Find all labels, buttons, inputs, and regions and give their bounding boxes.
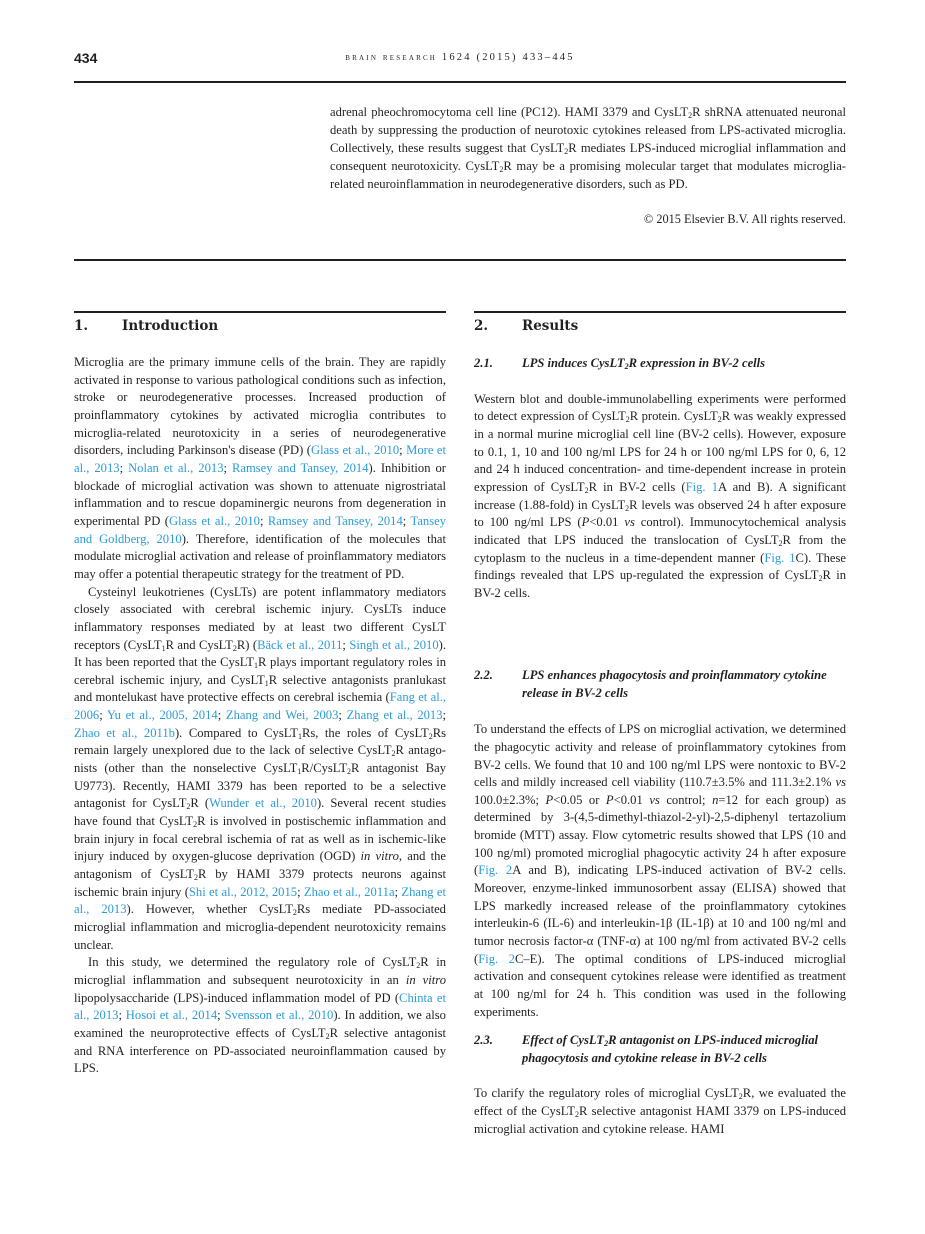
subscript: 1 <box>297 731 302 741</box>
citation-link[interactable]: Ramsey and Tansey, 2014 <box>267 513 403 528</box>
paragraph: Microglia are the primary immune cells of the brain. They are rapidly activated in response to various pathological conditions such as infection, stroke or neurodegenerative processes. Increased production of proinflammatory cytokines by activated microglia contributes to microglia-related neurotoxicity in a series of neurodegenerative disorders, including Parkinson's disease (PD) (Glass et al., 2010; More et al., 2013; Nolan et al., 2013; Ramsey and Tansey, 2014). Inhibition or blockade of microglial activation was shown to attenuate nigrostriatal inflammation and to rescue dopaminergic neurons from degeneration in experimental PD (Glass et al., 2010; Ramsey and Tansey, 2014; Tansey and Goldberg, 2010). Therefore, identification of the molecules that modulate microglial activation and release of proinflammatory mediators may offer a potential therapeutic strategy for the treatment of PD. <box>74 355 447 581</box>
citation-link[interactable]: More et al., 2013 <box>74 443 447 475</box>
introduction-section <box>74 318 446 1078</box>
subscript: 2 <box>738 1092 743 1102</box>
subscript: 2 <box>625 415 630 425</box>
subsection-heading: 2.3. Effect of CysLT$_2$R antagonist on LPS-induced microglial phagocytosis and cytokine release in BV-2 cells <box>474 1033 819 1065</box>
italic-text: vs <box>649 792 660 807</box>
paragraph: Cysteinyl leukotrienes (CysLTs) are potent inflammatory mediators closely associated with cerebral ischemic injury. CysLTs induce inflammatory responses mediated by at least two different CysLT receptors (CysLT$_1$R and CysLT$_2$R) (Bäck et al., 2011; Singh et al., 2010). It has been reported that the CysLT$_1$R plays important regulatory roles in cerebral ischemic injury, and CysLT$_1$R selective antagonists pranlukast and montelukast have protective effects on cerebral ischemia (Fang et al., 2006; Yu et al., 2005, 2014; Zhang and Wei, 2003; Zhang et al., 2013; Zhao et al., 2011b). Compared to CysLT$_1$Rs, the roles of CysLT$_2$Rs remain largely unexplored due to the lack of selective CysLT$_2$R antagonists (other than the nonselective CysLT$_1$R/CysLT$_2$R antagonist Bay U9773). Recently, HAMI 3379 has been reported to be a selective antagonist for CysLT$_2$R (Wunder et al., 2010). Several recent studies have found that CysLT$_2$R is involved in postischemic inflammation and brain injury in focal cerebral ischemia of rat as well as in ischemic-like injury induced by oxygen-glucose deprivation (OGD) in vitro, and the antagonism of CysLT$_2$R by HAMI 3379 protects neurons against ischemic brain injury (Shi et al., 2012, 2015; Zhao et al., 2011a; Zhang et al., 2013). However, whether CysLT$_2$Rs mediate PD-associated microglial inflammation and microglia-dependent neurotoxicity remains unclear. <box>74 584 447 952</box>
subsection-heading: 2.1. LPS induces CysLT$_2$R expression in BV-2 cells <box>474 356 766 371</box>
subscript: 2 <box>625 503 630 513</box>
citation-link[interactable]: Hosoi et al., 2014 <box>125 1008 218 1023</box>
section-rule <box>74 311 446 313</box>
citation-link[interactable]: Yu et al., 2005, 2014 <box>106 708 218 723</box>
subscript: 2 <box>428 731 433 741</box>
italic-text: P <box>581 515 590 530</box>
citation-link[interactable]: Fang et al., 2006 <box>74 690 446 723</box>
subscript: 2 <box>292 908 297 918</box>
citation-link[interactable]: Fig. 2 <box>478 863 513 878</box>
paragraph: To understand the effects of LPS on microglial activation, we determined the phagocytic activity and release of proinflammatory cytokines from BV-2 cells. We found that 10 and 100 ng/ml LPS were nontoxic to BV-2 cells and mildly increased cell viability (110.7±3.5% and 111.3±2.1% vs 100.0±2.3%; P<0.05 or P<0.01 vs control; n=12 for each group) as determined by 3-(4,5-dimethyl-thiazol-2-yl)-2,5-diphenyl tertazolium bromide (MTT) assay. Flow cytometric results showed that LPS (10 and 100 ng/ml) promoted microglial phagocytic activity 24 h after exposure (Fig. 2A and B), indicating LPS-induced activation of BV-2 cells. Moreover, enzyme-linked immunosorbent assay (ELISA) showed that LPS markedly increased release of the proinflammatory cytokines interleukin-6 (IL-6) and interleukin-1β (IL-1β) at 10 and 100 ng/ml and tumor necrosis factor-α (TNF-α) at 100 ng/ml from activated BV-2 cells (Fig. 2C–E). The optimal conditions of LPS-induced microglial activation and consequent cytokines release were identified as treatment at 100 ng/ml for 24 h. This condition was used in the following experiments. <box>474 722 847 1019</box>
subscript: 1 <box>297 767 302 777</box>
subsection-2-1 <box>474 355 846 602</box>
subscript: 2 <box>584 485 589 495</box>
citation-link[interactable]: Singh et al., 2010 <box>349 637 439 652</box>
subscript: 2 <box>604 1039 609 1048</box>
citation-link[interactable]: Zhang et al., 2013 <box>74 884 447 917</box>
citation-link[interactable]: Glass et al., 2010 <box>168 513 260 528</box>
subscript: 2 <box>325 1031 330 1041</box>
subscript: 2 <box>391 749 396 759</box>
section-heading-introduction: 1. Introduction <box>74 318 219 334</box>
subscript: 2 <box>499 164 504 174</box>
citation-link[interactable]: Zhao et al., 2011a <box>303 884 395 899</box>
italic-text: in vitro <box>360 849 399 864</box>
abstract <box>330 104 846 194</box>
citation-link[interactable]: Zhao et al., 2011b <box>74 725 175 740</box>
subscript: 2 <box>778 538 783 548</box>
subscript: 1 <box>264 678 269 688</box>
citation-link[interactable]: Fig. 1 <box>685 479 719 494</box>
subscript: 2 <box>416 961 421 971</box>
italic-text: in vitro <box>405 972 446 987</box>
section-rule <box>474 311 846 313</box>
paragraph: In this study, we determined the regulatory role of CysLT$_2$R in microglial inflammation and subsequent neurotoxicity in an in vitro lipopolysaccharide (LPS)-induced inflammation model of PD (Chinta et al., 2013; Hosoi et al., 2014; Svensson et al., 2010). In addition, we also examined the neuroprotective effects of CysLT$_2$R selective antagonist and RNA interference on PD-associated neuroinflammation caused by LPS. <box>74 955 446 1076</box>
results-section <box>474 318 846 334</box>
subscript: 2 <box>818 574 823 584</box>
header-rule <box>74 81 846 83</box>
subscript: 2 <box>717 415 722 425</box>
page-number: 434 <box>74 50 98 66</box>
citation-link[interactable]: Wunder et al., 2010 <box>209 796 317 811</box>
italic-text: vs <box>835 775 846 790</box>
subscript: 2 <box>194 873 198 883</box>
citation-link[interactable]: Bäck et al., 2011 <box>257 637 343 652</box>
subscript: 2 <box>347 767 352 777</box>
subscript: 2 <box>688 111 693 120</box>
italic-text: n <box>712 792 719 807</box>
subscript: 2 <box>564 146 569 156</box>
subscript: 2 <box>232 643 237 653</box>
subscript: 2 <box>193 820 198 830</box>
citation-link[interactable]: Zhang et al., 2013 <box>346 708 443 723</box>
subscript: 2 <box>624 362 629 371</box>
subscript: 2 <box>186 802 191 812</box>
italic-text: vs <box>624 515 635 530</box>
citation-link[interactable]: Shi et al., 2012, 2015 <box>188 884 298 899</box>
citation-link[interactable]: Ramsey and Tansey, 2014 <box>232 460 369 475</box>
subscript: 1 <box>161 643 166 653</box>
citation-link[interactable]: Fig. 2 <box>478 951 515 966</box>
section-heading-results: 2. Results <box>474 318 579 334</box>
citation-link[interactable]: Zhang and Wei, 2003 <box>225 708 339 723</box>
running-header-journal: brain research 1624 (2015) 433–445 <box>345 52 575 63</box>
italic-text: P <box>605 792 614 807</box>
paragraph: To clarify the regulatory roles of microglial CysLT$_2$R, we evaluated the effect of the CysLT$_2$R selective antagonist HAMI 3379 on LPS-induced microglial activation and cytokine release. HAMI <box>474 1086 847 1136</box>
citation-link[interactable]: Glass et al., 2010 <box>310 443 400 458</box>
citation-link[interactable]: Tansey and Goldberg, 2010 <box>74 513 447 546</box>
paragraph: Western blot and double-immunolabelling experiments were performed to detect expression of CysLT$_2$R protein. CysLT$_2$R was weakly expressed in a normal murine microglial cell line (BV-2 cells). However, exposure to 0.1, 1, 10 and 100 ng/ml LPS for 24 h or 100 ng/ml LPS for 0, 6, 12 and 24 h induced concentration- and time-dependent increase in protein expression of CysLT$_2$R in BV-2 cells (Fig. 1A and B). A significant increase (1.88-fold) in CysLT$_2$R levels was observed 24 h after exposure to 100 ng/ml LPS (P<0.01 vs control). Immunocytochemical analysis indicated that LPS induced the translocation of CysLT$_2$R from the cytoplasm to the nucleus in a time-dependent manner (Fig. 1C). These findings revealed that LPS up-regulated the expression of CysLT$_2$R in BV-2 cells. <box>474 391 847 600</box>
citation-link[interactable]: Chinta et al., 2013 <box>74 990 446 1023</box>
abstract-text: adrenal pheochromocytoma cell line (PC12). HAMI 3379 and CysLT$_2$R shRNA attenuated neuronal death by suppressing the production of neurotoxic cytokines released from LPS-activated microglia. Collectively, these results suggest that CysLT$_2$R mediates LPS-induced microglial inflammation and consequent neurotoxicity. CysLT$_2$R may be a promising molecular target that modulates microglia-related neuroinflammation in neurodegenerative disorders, such as PD. <box>330 105 847 191</box>
subscript: 2 <box>574 1109 579 1119</box>
citation-link[interactable]: Nolan et al., 2013 <box>128 460 224 475</box>
citation-link[interactable]: Fig. 1 <box>764 550 796 565</box>
subscript: 1 <box>253 661 258 671</box>
abstract-rule <box>74 259 846 261</box>
italic-text: P <box>545 792 554 807</box>
subsection-2-2 <box>474 667 846 1021</box>
citation-link[interactable]: Svensson et al., 2010 <box>224 1008 334 1023</box>
copyright: © 2015 Elsevier B.V. All rights reserved. <box>643 212 846 226</box>
subsection-heading: 2.2. LPS enhances phagocytosis and proinflammatory cytokine release in BV-2 cells <box>474 668 827 700</box>
subsection-2-3 <box>474 1032 846 1138</box>
